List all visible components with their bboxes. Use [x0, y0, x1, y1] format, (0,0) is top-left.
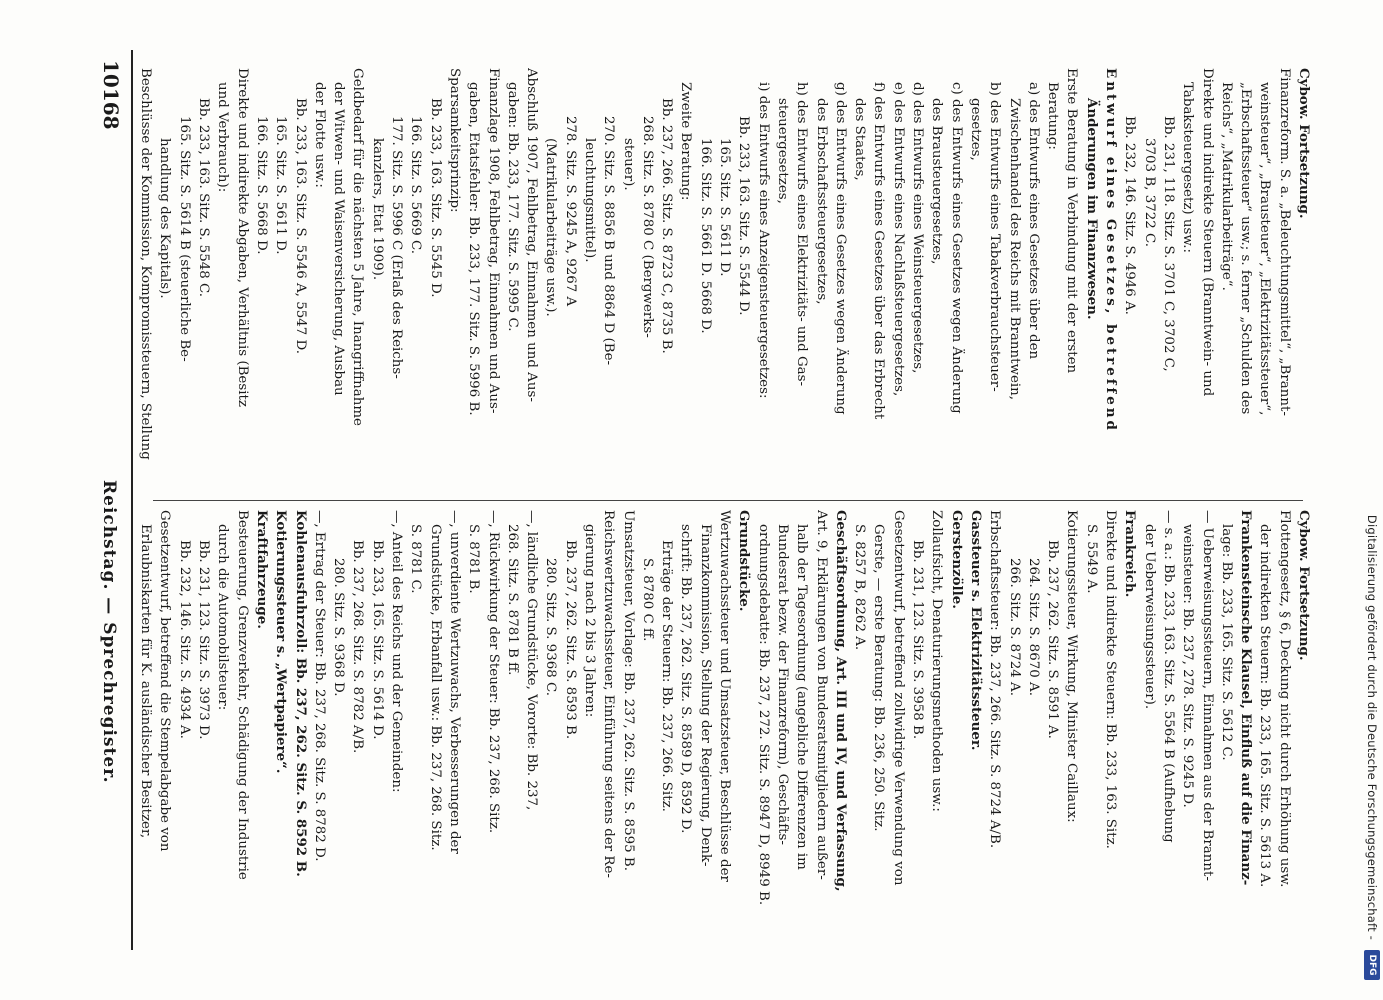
dfg-logo: DFG: [1364, 950, 1380, 980]
page-number: 10168: [99, 60, 123, 130]
register-line: handlung des Kapitals).: [157, 138, 173, 299]
left-column: [138, 68, 1313, 498]
register-line: der Witwen- und Waisenversicherung, Ausbau: [331, 82, 347, 396]
register-line: S. 8780 C ff.: [639, 558, 655, 642]
register-line: weinsteuer: Bb. 237, 278. Sitz. S. 9245 D.: [1180, 524, 1196, 808]
register-line: Wertzuwachssteuer und Umsatzsteuer, Beschlüsse der: [717, 510, 733, 882]
register-line: gaben, Etatsfehler: Bb. 233, 177. Sitz. S. 5996 B.: [466, 82, 482, 416]
register-line: lage: Bb. 233, 165. Sitz. S. 5612 C.: [1218, 524, 1234, 761]
register-line: h) des Entwurfs eines Elektrizitäts- und Gas-: [794, 82, 810, 387]
register-line: 280. Sitz. S. 9368 D.: [331, 558, 347, 697]
register-line: der Flotte usw.:: [311, 82, 327, 188]
register-line: 266. Sitz. S. 8724 A.: [1006, 558, 1022, 696]
register-line: —, Anteil des Reichs und der Gemeinden:: [389, 510, 405, 793]
register-line: Geschäftsordnung, Art. III und IV, und Verfassung,: [832, 510, 849, 892]
register-line: Frankensteinsche Klausel, Einfluß auf die Finanz-: [1238, 510, 1255, 886]
register-line: Bb. 233, 163. Sitz. S. 5544 D.: [736, 116, 752, 316]
register-line: 165. Sitz. S. 5614 B (steuerliche Be-: [176, 116, 192, 362]
register-line: schrift: Bb. 237, 262. Sitz. S. 8589 D, 8592 D.: [678, 524, 694, 834]
register-line: Bb. 233, 163. Sitz. S. 5548 C.: [196, 98, 212, 298]
register-line: Tabaksteuergesetz) usw.:: [1180, 82, 1196, 254]
register-line: Gerstenzölle.: [948, 510, 965, 609]
register-line: Sparsamkeitsprinzip:: [446, 68, 462, 213]
register-line: —, Ertrag der Steuer: Bb. 237, 268. Sitz. S. 8782 D.: [311, 510, 327, 862]
register-line: Beratung:: [1045, 82, 1061, 150]
register-line: und Verbrauch):: [215, 82, 231, 193]
register-line: der Ueberweisungssteuer).: [1141, 524, 1157, 710]
register-line: Bb. 237, 262. Sitz. S. 8593 B.: [562, 540, 578, 740]
register-line: gaben: Bb. 233, 177. Sitz. S. 5995 C.: [504, 82, 520, 332]
register-line: — Ueberweisungssteuern, Einnahmen aus der Brannt-: [1199, 510, 1215, 881]
register-line: weinsteuer“, „Brausteuer“, „Elektrizitätssteuer“,: [1257, 82, 1273, 416]
register-line: Kotierungssteuer s. „Wertpapiere“.: [273, 510, 290, 774]
register-line: Gesetzentwurf, betreffend die Stempelabgabe von: [157, 510, 173, 852]
register-line: —, ländliche Grundstücke, Vororte: Bb. 237,: [524, 510, 540, 811]
register-line: S. 8781 B.: [466, 524, 482, 594]
register-line: Frankreich.: [1122, 510, 1139, 598]
register-line: Bb. 237, 268. Sitz. S. 8782 A/B.: [350, 540, 366, 754]
register-line: Umsatzsteuer, Vorlage: Bb. 237, 262. Sitz. S. 8595 B.: [620, 510, 636, 871]
register-line: Finanzkommission, Stellung der Regierung, Denk-: [697, 524, 713, 867]
register-line: 166. Sitz. S. 5661 D. 5668 D.: [697, 138, 713, 334]
register-line: c) des Entwurfs eines Gesetzes wegen Änderung: [948, 82, 964, 414]
register-line: Beschlüsse der Kommission, Kompromissteuern, Stellung: [138, 68, 154, 460]
register-line: 166. Sitz. S. 5668 D.: [253, 116, 269, 255]
register-line: leuchtungsmittel).: [582, 138, 598, 263]
register-line: i) des Entwurfs eines Anzeigensteuergesetzes:: [755, 82, 771, 399]
register-line: e) des Entwurfs eines Nachlaßsteuergesetzes,: [890, 82, 906, 397]
register-line: des Staates,: [852, 98, 868, 181]
register-line: Zweite Beratung:: [678, 82, 694, 201]
register-line: des Brausteuergesetzes,: [929, 98, 945, 265]
register-line: S. 8781 C.: [408, 524, 424, 594]
register-line: Finanzlage 1908, Fehlbetrag, Einnahmen und Aus-: [485, 68, 501, 414]
register-line: kanzlers, Etat 1909).: [369, 138, 385, 281]
register-line: 268. Sitz. S. 8781 B ff.: [504, 524, 520, 676]
register-line: Flottengesetz, § 6, Deckung nicht durch Erhöhung usw.: [1276, 510, 1292, 888]
register-line: Bb. 237, 266. Sitz. S. 8723 C, 8735 B.: [659, 98, 675, 354]
register-line: Bb. 232, 146. Sitz. S. 4946 A.: [1122, 116, 1138, 315]
register-line: 264. Sitz. S. 8670 A.: [1025, 558, 1041, 696]
register-line: Gerste, — erste Beratung: Bb. 236, 250. Sitz.: [871, 524, 887, 832]
register-line: Finanzreform. S. a. „Beleuchtungsmittel“, „Brannt-: [1276, 68, 1292, 416]
register-line: Bb. 231, 123. Sitz. S. 3958 B.: [910, 540, 926, 740]
register-line: durch die Automobilsteuer:: [215, 524, 231, 711]
register-line: Bb. 233, 165. Sitz. S. 5614 D.: [369, 540, 385, 740]
register-line: 166. Sitz. S. 5669 C.: [408, 116, 424, 255]
register-line: g) des Entwurfs eines Gesetzes wegen Änderung: [832, 82, 848, 415]
register-line: (Matrikularbeiträge usw.).: [543, 138, 559, 317]
register-line: steuer).: [620, 138, 636, 191]
register-line: Bb. 233, 163. Sitz. S. 5545 D.: [427, 98, 443, 298]
register-line: 177. Sitz. S. 5996 C (Erlaß des Reichs-: [389, 116, 405, 379]
header-rule: [131, 50, 133, 950]
register-line: 3703 B, 3722 C.: [1141, 138, 1157, 248]
register-line: Direkte und indirekte Steuern (Branntwein- und: [1199, 68, 1215, 397]
register-line: Direkte und indirekte Abgaben, Verhältnis (Besitz: [234, 68, 250, 407]
register-line: Gassteuer s. Elektrizitätssteuer.: [967, 510, 984, 751]
register-line: Cybow. Fortsetzung.: [1296, 68, 1312, 219]
register-line: 278. Sitz. S. 9245 A, 9267 A: [562, 116, 578, 307]
register-line: Bb. 231, 118. Sitz. S. 3701 C, 3702 C,: [1160, 116, 1176, 372]
running-head: Reichstag. — Sprechregister.: [99, 480, 119, 784]
register-line: d) des Entwurfs eines Weinsteuergesetzes,: [910, 82, 926, 374]
register-line: 165. Sitz. S. 5611 D.: [717, 138, 733, 277]
register-line: Gesetzentwurf, betreffend zollwidrige Verwendung von: [890, 510, 906, 886]
column-divider: [153, 500, 1303, 501]
register-line: Reichswertzuwachssteuer, Einführung seitens der Re-: [601, 510, 617, 878]
register-line: 268. Sitz. S. 8780 C (Bergwerks-: [639, 116, 655, 338]
register-line: — s. a.: Bb. 233, 163. Sitz. S. 5564 B (Aufhebung: [1160, 510, 1176, 843]
register-line: Erträge der Steuern: Bb. 237, 266. Sitz.: [659, 540, 675, 812]
register-line: —, Rückwirkung der Steuer: Bb. 237, 268. Sitz.: [485, 510, 501, 834]
register-line: f) des Entwurfs eines Gesetzes über das Erbrecht: [871, 82, 887, 420]
register-line: der indirekten Steuern: Bb. 233, 165. Sitz. S. 5613 A.: [1257, 524, 1273, 888]
digitization-note: Digitalisierung gefördert durch die Deutsche Forschungsgemeinschaft -: [1365, 514, 1379, 940]
register-line: gierung nach 2 bis 3 Jahren:: [582, 524, 598, 718]
register-line: des Erbschaftssteuergesetzes,: [813, 98, 829, 305]
register-line: Entwurf eines Gesetzes, betreffend: [1103, 68, 1120, 433]
register-line: b) des Entwurfs eines Tabakverbrauchsteuer-: [987, 82, 1003, 392]
register-line: Cybow. Fortsetzung.: [1296, 510, 1312, 661]
page-header: [83, 60, 123, 940]
register-line: —, unverdiente Wertzuwachs, Verbesserungen der: [446, 510, 462, 854]
register-line: Bb. 232, 146. Sitz. S. 4934 A.: [176, 540, 192, 739]
register-line: Art. 9, Erklärungen von Bundesratsmitgliedern außer-: [813, 510, 829, 880]
register-line: Zollaufsicht, Denaturierungsmethoden usw.:: [929, 510, 945, 812]
register-line: Zwischenhandel des Reichs mit Branntwein,: [1006, 98, 1022, 401]
register-line: S. 5549 A.: [1083, 524, 1099, 594]
register-line: Geldbedarf für die nächsten 5 Jahre, Inangriffnahme: [350, 68, 366, 426]
register-line: ordnungsdebatte: Bb. 237, 272. Sitz. S. 8947 D, 8949 B.: [755, 524, 771, 906]
register-line: Kotierungssteuer, Wirkung, Minister Caillaux:: [1064, 510, 1080, 823]
register-line: Abschluß 1907, Fehlbetrag, Einnahmen und Aus-: [524, 68, 540, 402]
register-line: Grundstücke.: [736, 510, 753, 612]
register-line: Grundstücke, Erbanfall usw.: Bb. 237, 268. Sitz.: [427, 524, 443, 851]
register-line: halb der Tagesordnung (angebliche Differenzen im: [794, 524, 810, 870]
register-line: S. 8257 B, 8262 A.: [852, 524, 868, 651]
register-line: Erste Beratung in Verbindung mit der ersten: [1064, 68, 1080, 374]
register-line: Kohlenausfuhrzoll: Bb. 237, 262. Sitz. S. 8592 B.: [292, 510, 309, 877]
register-line: Direkte und indirekte Steuern: Bb. 233, 163. Sitz.: [1103, 510, 1119, 849]
register-line: Bb. 237, 262. Sitz. S. 8591 A.: [1045, 540, 1061, 739]
register-line: 165. Sitz. S. 5611 D.: [273, 116, 289, 255]
register-line: gesetzes,: [967, 98, 983, 161]
register-line: Erlaubniskarten für K. ausländischer Besitzer,: [138, 524, 154, 839]
register-line: Bb. 233, 163. Sitz. S. 5546 A, 5547 D.: [292, 98, 308, 355]
register-line: Reichs“, „Matrikularbeiträge“.: [1218, 82, 1234, 291]
register-line: Änderungen im Finanzwesen.: [1083, 98, 1100, 320]
register-line: steuergesetzes,: [774, 98, 790, 204]
register-line: „Erbschaftssteuer“ usw.; s. ferner „Schulden des: [1238, 82, 1254, 415]
register-line: a) des Entwurfs eines Gesetzes über den: [1025, 82, 1041, 360]
register-line: Kraftfahrzeuge.: [253, 510, 270, 629]
register-line: Besteuerung, Grenzverkehr, Schädigung der Industrie: [234, 510, 250, 880]
register-line: 270. Sitz. S. 8856 B und 8864 D (Be-: [601, 116, 617, 366]
register-line: Erbschaftssteuer: Bb. 237, 266. Sitz. S. 8724 A/B.: [987, 510, 1003, 849]
register-line: Bb. 231, 123. Sitz. S. 3973 D.: [196, 540, 212, 740]
register-line: 280. Sitz. S. 9368 C.: [543, 558, 559, 697]
register-line: Bundesrat bezw. der Finanzreform), Geschäfts-: [774, 524, 790, 845]
right-column: [138, 510, 1313, 940]
digitization-footer: [1357, 0, 1383, 1000]
